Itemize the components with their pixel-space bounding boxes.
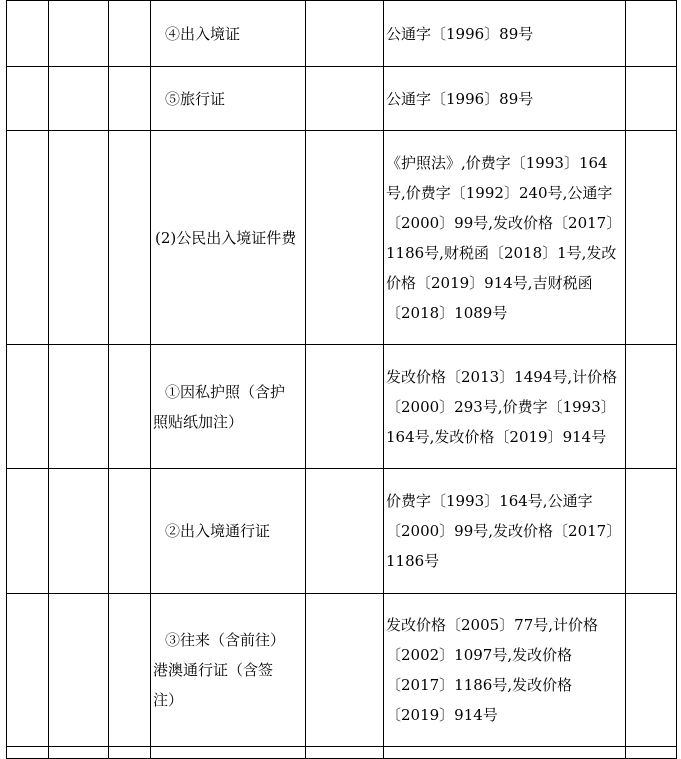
- empty-cell: [49, 1, 109, 67]
- item-name-line: 照贴纸加注）: [153, 412, 244, 431]
- policy-basis-cell: [384, 469, 626, 594]
- empty-cell: [306, 594, 384, 747]
- empty-cell: [626, 1, 677, 67]
- empty-cell: [306, 747, 384, 759]
- item-name-line: (2)公民出入境证件费: [155, 228, 297, 247]
- empty-cell: [151, 747, 306, 759]
- empty-cell: [626, 131, 677, 345]
- table-row: [7, 131, 677, 345]
- policy-basis-line: 〔2000〕293号,价费字〔1993〕: [386, 397, 616, 416]
- empty-cell: [626, 345, 677, 469]
- policy-basis-line: 〔2000〕99号,发改价格〔2017〕: [386, 213, 622, 232]
- table-row: [7, 747, 677, 759]
- policy-basis-line: 号,价费字〔1992〕240号,公通字: [386, 183, 613, 202]
- fee-basis-table: [6, 0, 677, 759]
- policy-basis-line: 《护照法》,价费字〔1993〕164: [386, 153, 608, 172]
- table-row: [7, 594, 677, 747]
- policy-basis-cell: [384, 1, 626, 67]
- item-name-cell: [151, 345, 306, 469]
- empty-cell: [7, 345, 49, 469]
- policy-basis-line: 〔2000〕99号,发改价格〔2017〕: [386, 522, 622, 540]
- policy-basis-line: 公通字〔1996〕89号: [386, 89, 534, 108]
- item-name-line: ②出入境通行证: [165, 522, 271, 540]
- policy-basis-cell: [384, 345, 626, 469]
- policy-basis-line: 价费字〔1993〕164号,公通字: [386, 492, 593, 510]
- empty-cell: [109, 131, 151, 345]
- policy-basis-line: 发改价格〔2005〕77号,计价格: [386, 616, 599, 634]
- empty-cell: [626, 747, 677, 759]
- empty-cell: [49, 747, 109, 759]
- policy-basis-line: 1186号: [386, 552, 440, 570]
- empty-cell: [7, 747, 49, 759]
- empty-cell: [109, 747, 151, 759]
- empty-cell: [49, 67, 109, 131]
- empty-cell: [7, 469, 49, 594]
- empty-cell: [626, 469, 677, 594]
- empty-cell: [306, 131, 384, 345]
- empty-cell: [109, 594, 151, 747]
- empty-cell: [306, 1, 384, 67]
- policy-basis-line: 价格〔2019〕914号,吉财税函: [386, 273, 593, 292]
- empty-cell: [7, 131, 49, 345]
- empty-cell: [7, 67, 49, 131]
- item-name-cell: [151, 131, 306, 345]
- policy-basis-line: 公通字〔1996〕89号: [386, 24, 534, 43]
- empty-cell: [7, 594, 49, 747]
- item-name-line: ④出入境证: [165, 24, 241, 43]
- table-row: [7, 1, 677, 67]
- item-name-cell: [151, 469, 306, 594]
- policy-basis-line: 164号,发改价格〔2019〕914号: [386, 427, 607, 446]
- policy-basis-cell: [384, 594, 626, 747]
- item-name-line: ①因私护照（含护: [165, 382, 286, 401]
- empty-cell: [384, 747, 626, 759]
- policy-basis-line: 〔2018〕1089号: [386, 303, 508, 322]
- empty-cell: [109, 345, 151, 469]
- item-name-cell: [151, 594, 306, 747]
- empty-cell: [306, 67, 384, 131]
- item-name-line: ③往来（含前往）: [165, 631, 286, 649]
- table-row: [7, 67, 677, 131]
- empty-cell: [49, 345, 109, 469]
- empty-cell: [109, 67, 151, 131]
- empty-cell: [109, 1, 151, 67]
- item-name-line: 港澳通行证（含签: [153, 661, 274, 679]
- empty-cell: [626, 594, 677, 747]
- policy-basis-line: 发改价格〔2013〕1494号,计价格: [386, 367, 618, 386]
- policy-basis-cell: [384, 131, 626, 345]
- policy-basis-cell: [384, 67, 626, 131]
- table-row: [7, 345, 677, 469]
- policy-basis-line: 1186号,财税函〔2018〕1号,发改: [386, 243, 617, 262]
- policy-basis-line: 〔2017〕1186号,发改价格: [386, 676, 573, 694]
- empty-cell: [49, 469, 109, 594]
- empty-cell: [109, 469, 151, 594]
- policy-basis-line: 〔2002〕1097号,发改价格: [386, 646, 573, 664]
- item-name-line: 注）: [153, 691, 184, 709]
- item-name-line: ⑤旅行证: [165, 89, 226, 108]
- empty-cell: [306, 345, 384, 469]
- policy-basis-line: 〔2019〕914号: [386, 706, 498, 724]
- item-name-cell: [151, 1, 306, 67]
- empty-cell: [49, 594, 109, 747]
- item-name-cell: [151, 67, 306, 131]
- table-row: [7, 469, 677, 594]
- empty-cell: [7, 1, 49, 67]
- empty-cell: [626, 67, 677, 131]
- empty-cell: [306, 469, 384, 594]
- empty-cell: [49, 131, 109, 345]
